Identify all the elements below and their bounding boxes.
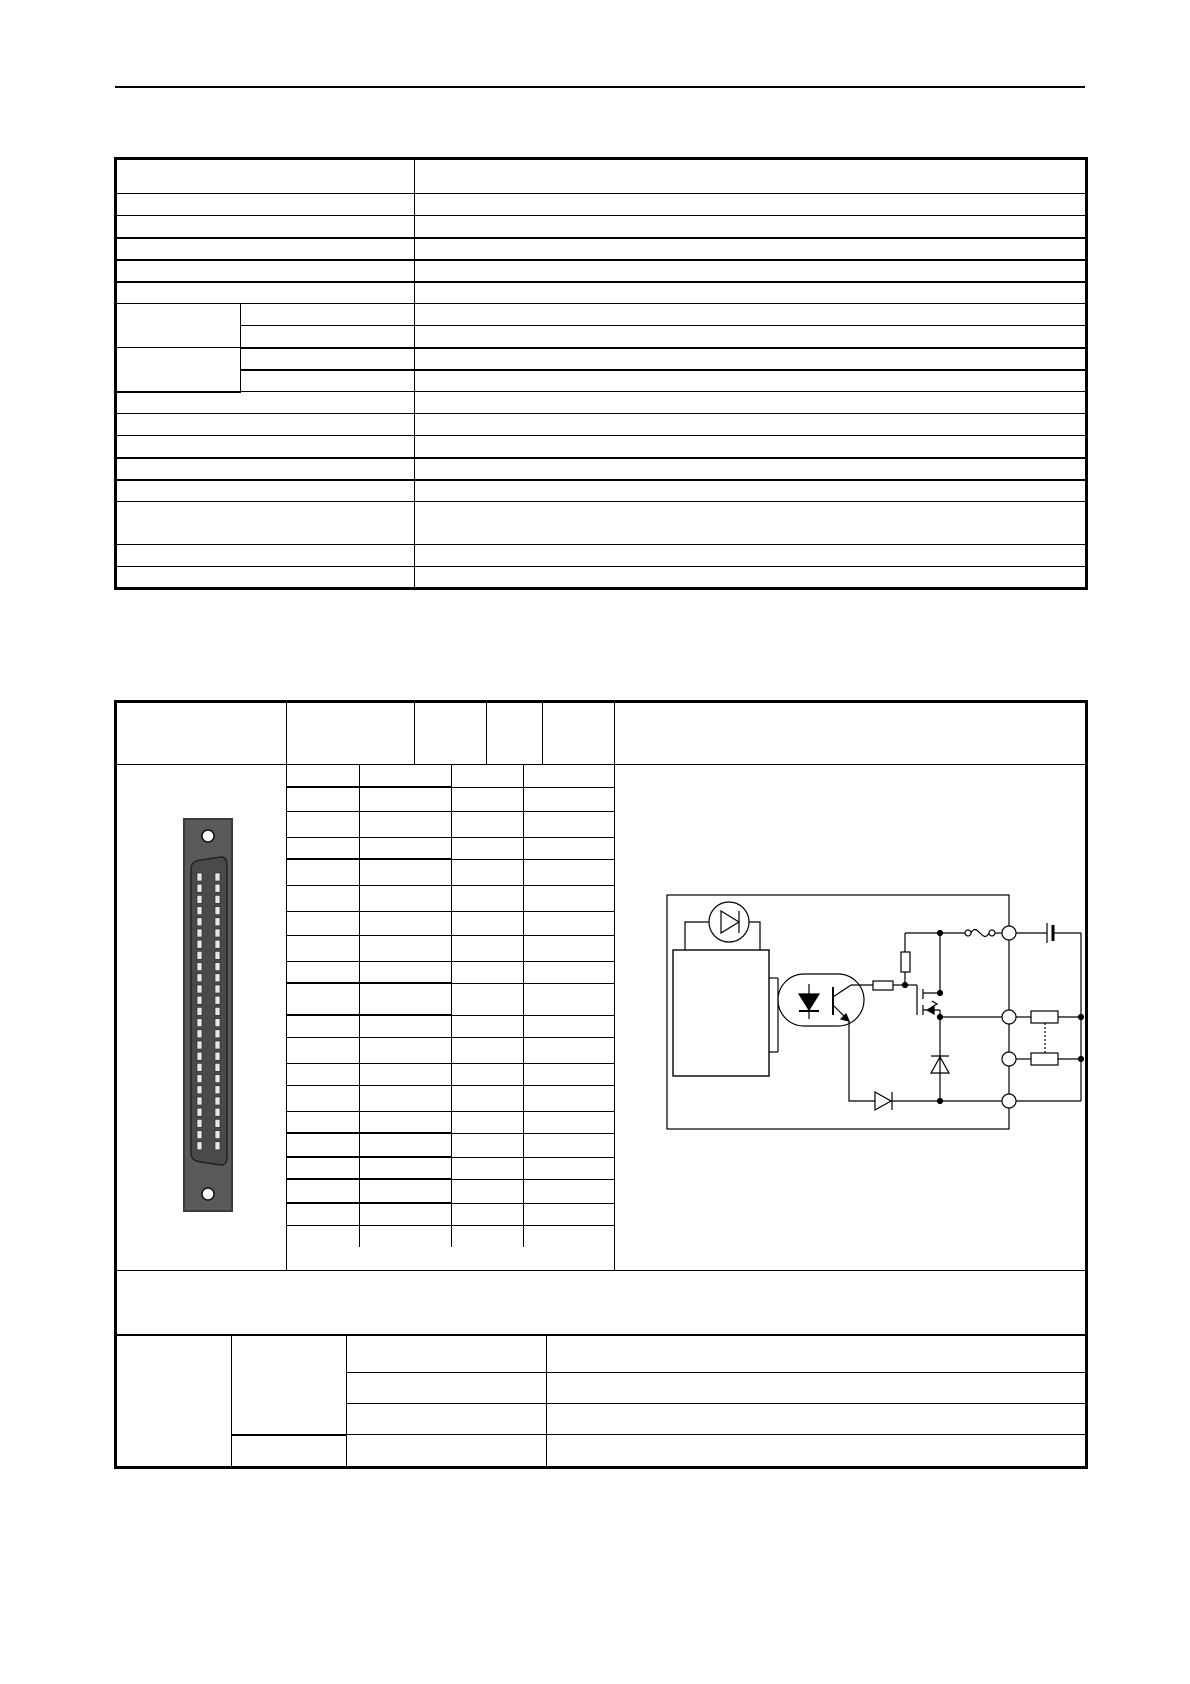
pin-level [523, 787, 614, 811]
connector-pin [197, 996, 202, 1004]
connector-pin [215, 1131, 220, 1139]
spec-value [415, 238, 1087, 260]
spec-label [116, 238, 415, 260]
resistor-icon [1031, 1053, 1058, 1065]
pin-row [287, 1037, 614, 1063]
legend-value [546, 1404, 1088, 1435]
spec-value [415, 260, 1087, 282]
spec-label [116, 282, 415, 304]
diode-icon [875, 1092, 892, 1110]
photocoupler-icon [769, 974, 864, 1052]
pin-row [287, 1157, 614, 1179]
pin-level [523, 1133, 614, 1157]
connector-pin [197, 907, 202, 915]
spec-label [116, 480, 415, 502]
pin-level [523, 765, 614, 787]
resistor-icon [873, 981, 893, 990]
connector-pin [215, 1142, 220, 1150]
spec-value [415, 304, 1087, 326]
spec-value [415, 502, 1087, 545]
pin-level [523, 1179, 614, 1203]
connector-pin [197, 1063, 202, 1071]
spec-label [116, 194, 415, 216]
connector-pin [197, 1131, 202, 1139]
connector-pin [197, 1119, 202, 1127]
pin-signal [360, 961, 452, 983]
pin-level [523, 885, 614, 911]
pin-io [452, 1203, 524, 1225]
connector-pin [215, 1007, 220, 1015]
io-note [116, 1271, 1087, 1335]
spec-value [415, 194, 1087, 216]
connector-pin [197, 1007, 202, 1015]
pin-row [287, 811, 614, 837]
pin-row [287, 1203, 614, 1225]
connector-pin [215, 974, 220, 982]
pin-signal [360, 837, 452, 859]
connector-dsub-50-icon [117, 765, 300, 1267]
legend-value [546, 1373, 1088, 1404]
legend-value [546, 1435, 1088, 1466]
pin-io [452, 765, 524, 787]
spec-value [415, 458, 1087, 480]
pin-io [452, 1133, 524, 1157]
connector-pin [197, 884, 202, 892]
pin-level [523, 837, 614, 859]
pin-row [287, 961, 614, 983]
connector-pin [197, 1086, 202, 1094]
connector-pin [215, 1063, 220, 1071]
pin-signal [360, 1085, 452, 1111]
pin-level [523, 1203, 614, 1225]
connector-pin [215, 918, 220, 926]
connector-pin [197, 963, 202, 971]
pin-signal [360, 1203, 452, 1225]
resistor-icon [901, 952, 910, 972]
connector-pin [197, 1097, 202, 1105]
pin-level [523, 1063, 614, 1085]
pin-io [452, 1157, 524, 1179]
mounting-hole-icon [202, 830, 214, 842]
pin-signal [360, 935, 452, 961]
spec-value [415, 370, 1087, 392]
spec-value [415, 567, 1087, 589]
pin-io [452, 1179, 524, 1203]
spec-label [116, 567, 415, 589]
spec-sublabel [241, 326, 415, 348]
pin-io [452, 1111, 524, 1133]
legend-subgroup [231, 1435, 346, 1466]
pin-level [523, 1015, 614, 1037]
pin-io [452, 983, 524, 1015]
pin-signal [360, 787, 452, 811]
spec-label [116, 260, 415, 282]
pin-signal [360, 885, 452, 911]
pin-signal [360, 1179, 452, 1203]
connector-pin [215, 951, 220, 959]
connector-pin [215, 1086, 220, 1094]
legend-subgroup [231, 1336, 346, 1435]
pin-level [523, 811, 614, 837]
connector-pin [197, 1052, 202, 1060]
connector-pin [215, 940, 220, 948]
resistor-icon [1031, 1011, 1058, 1023]
connector-pin [197, 1019, 202, 1027]
pin-row [287, 765, 614, 787]
spec-label [116, 392, 415, 414]
io-header-io [487, 702, 543, 765]
spec-value [415, 348, 1087, 370]
pin-level [523, 1085, 614, 1111]
spec-value [415, 480, 1087, 502]
io-header-circuit [615, 702, 1087, 765]
circuit-cell [615, 765, 1087, 1271]
connector-pin [215, 884, 220, 892]
pin-row [287, 1179, 614, 1203]
legend-table [117, 1335, 1088, 1466]
connector-cell [116, 765, 287, 1271]
pin-io [452, 935, 524, 961]
connector-pin [215, 1075, 220, 1083]
pin-row [287, 935, 614, 961]
legend-key [346, 1373, 546, 1404]
connector-pin [197, 951, 202, 959]
connector-pin [197, 1075, 202, 1083]
connector-pin [215, 985, 220, 993]
connector-pin [215, 963, 220, 971]
spec-label [116, 216, 415, 238]
spec-label [116, 414, 415, 436]
spec-label [116, 545, 415, 567]
pin-signal [360, 1037, 452, 1063]
connector-pin [197, 985, 202, 993]
mounting-hole-icon [202, 1188, 214, 1200]
connector-pin [197, 1108, 202, 1116]
spec-value [415, 326, 1087, 348]
pin-io [452, 885, 524, 911]
connector-pin [197, 1142, 202, 1150]
pin-signal [360, 1015, 452, 1037]
spec-value [415, 545, 1087, 567]
pin-row [287, 787, 614, 811]
connector-pin [197, 873, 202, 881]
legend-key [346, 1435, 546, 1466]
pin-level [523, 983, 614, 1015]
connector-pin [215, 1052, 220, 1060]
pin-signal [360, 1157, 452, 1179]
connector-pin [215, 996, 220, 1004]
spec-label [116, 458, 415, 480]
pin-row [287, 859, 614, 885]
pin-row [287, 911, 614, 935]
pin-signal [360, 859, 452, 885]
led-icon [685, 902, 760, 950]
spec-value [415, 436, 1087, 458]
pin-row [287, 1133, 614, 1157]
pin-level [523, 1111, 614, 1133]
legend-group [117, 1336, 231, 1466]
pin-level [523, 911, 614, 935]
pin-row [287, 885, 614, 911]
spec-value [415, 392, 1087, 414]
connector-pin [197, 895, 202, 903]
spec-label [116, 159, 415, 194]
connector-pin [215, 1030, 220, 1038]
connector-pin [215, 1041, 220, 1049]
connector-pin [197, 918, 202, 926]
spec-label [116, 436, 415, 458]
pin-level [523, 961, 614, 983]
io-header-level [543, 702, 615, 765]
pin-level [523, 1157, 614, 1179]
connector-pin [215, 907, 220, 915]
pin-level [523, 1037, 614, 1063]
connector-pin [197, 940, 202, 948]
fuse-icon [965, 930, 995, 937]
io-header-pin [287, 702, 415, 765]
pin-row [287, 983, 614, 1015]
spec-group-label [116, 348, 241, 392]
legend-value [546, 1336, 1088, 1373]
battery-icon [1047, 923, 1053, 943]
connector-pin [197, 929, 202, 937]
pin-signal [360, 811, 452, 837]
connector-pin [215, 1019, 220, 1027]
pin-signal [360, 1111, 452, 1133]
connector-pin [197, 974, 202, 982]
legend-key [346, 1404, 546, 1435]
pin-io [452, 911, 524, 935]
pin-level [523, 1225, 614, 1247]
legend-key [346, 1336, 546, 1373]
pin-io [452, 859, 524, 885]
pin-row [287, 1111, 614, 1133]
pin-row [287, 1225, 614, 1247]
pin-io [452, 787, 524, 811]
pin-list [287, 765, 615, 1271]
spec-group-label [116, 304, 241, 348]
spec-value [415, 414, 1087, 436]
pin-signal [360, 983, 452, 1015]
connector-pin [215, 873, 220, 881]
io-header-signal [415, 702, 487, 765]
connector-pin [197, 1041, 202, 1049]
spec-sublabel [241, 348, 415, 370]
pin-io [452, 1063, 524, 1085]
pin-row [287, 1063, 614, 1085]
connector-pin [215, 895, 220, 903]
pin-signal [360, 911, 452, 935]
connector-pin [215, 1119, 220, 1127]
header-rule [115, 86, 1085, 88]
connector-pin [197, 1030, 202, 1038]
spec-value [415, 282, 1087, 304]
io-table [114, 700, 1088, 1469]
pin-level [523, 859, 614, 885]
pin-io [452, 961, 524, 983]
io-header-connector [116, 702, 287, 765]
connector-pin [215, 929, 220, 937]
pin-signal [360, 1225, 452, 1247]
spec-label [116, 502, 415, 545]
pin-signal [360, 1063, 452, 1085]
pin-io [452, 1085, 524, 1111]
pin-row [287, 1085, 614, 1111]
pin-level [523, 935, 614, 961]
spec-value [415, 216, 1087, 238]
spec-value [415, 159, 1087, 194]
pin-io [452, 1037, 524, 1063]
pin-signal [360, 1133, 452, 1157]
circuit-diagram-icon [615, 765, 1087, 1267]
pin-signal [360, 765, 452, 787]
pin-io [452, 1225, 524, 1247]
connector-pin [215, 1108, 220, 1116]
pin-io [452, 811, 524, 837]
pin-io [452, 837, 524, 859]
spec-table [114, 157, 1088, 590]
connector-pin [215, 1097, 220, 1105]
pin-io [452, 1015, 524, 1037]
pin-row [287, 1015, 614, 1037]
spec-sublabel [241, 304, 415, 326]
spec-sublabel [241, 370, 415, 392]
pin-row [287, 837, 614, 859]
